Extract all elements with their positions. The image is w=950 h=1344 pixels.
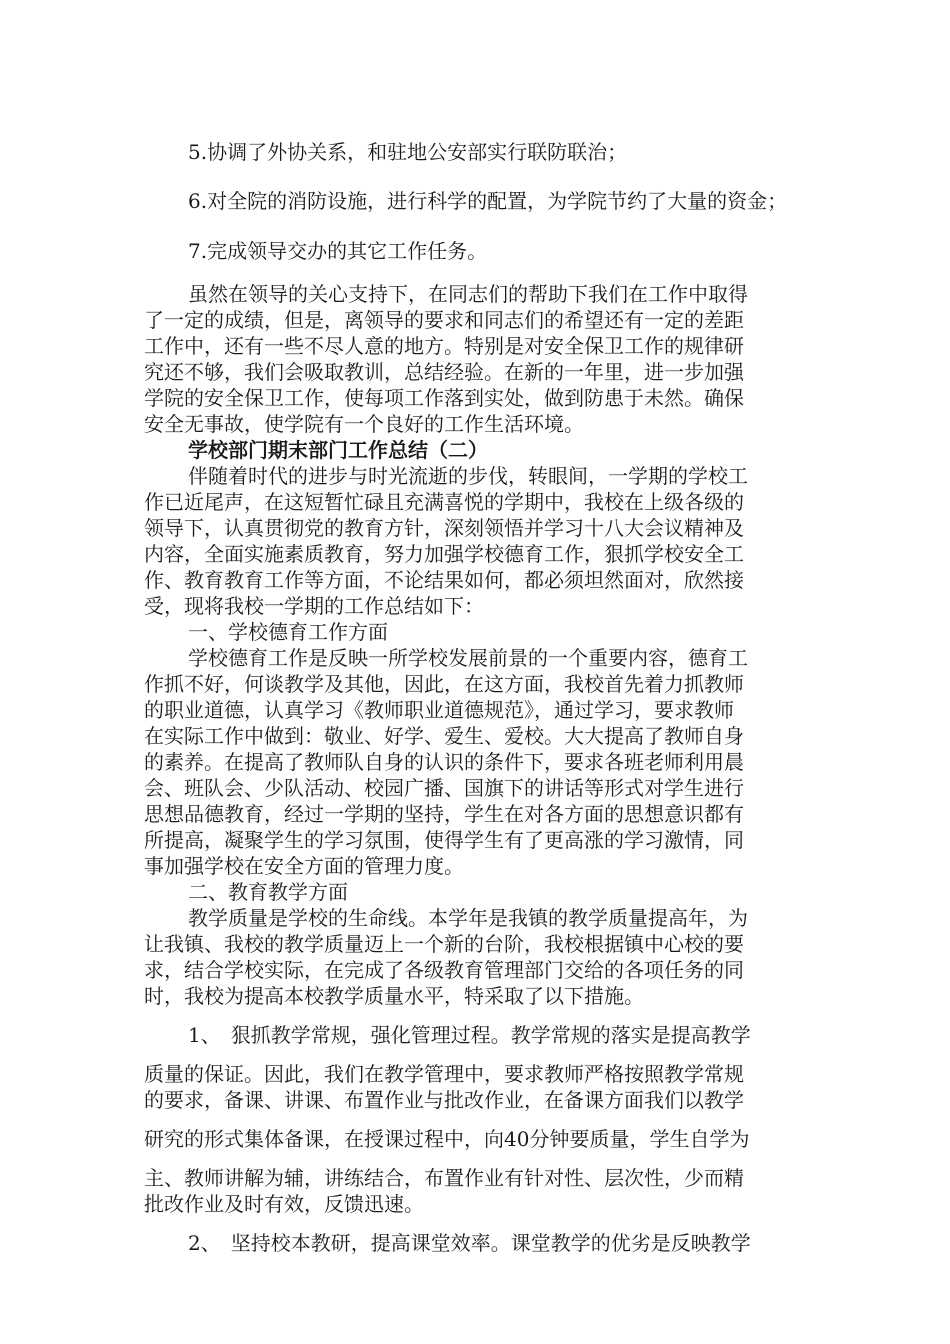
paragraph-line: 伴随着时代的进步与时光流逝的步伐，转眼间，一学期的学校工 — [188, 464, 748, 488]
paragraph-line: 思想品德教育，经过一学期的坚持，学生在对各方面的思想意识都有 — [144, 802, 744, 826]
paragraph-line: 安全无事故，使学院有一个良好的工作生活环境。 — [144, 412, 584, 436]
paragraph-line: 研究的形式集体备课，在授课过程中，向40分钟要质量，学生自学为 — [144, 1127, 750, 1151]
paragraph-line: 究还不够，我们会吸取教训，总结经验。在新的一年里，进一步加强 — [144, 360, 744, 384]
paragraph-line: 让我镇、我校的教学质量迈上一个新的台阶，我校根据镇中心校的要 — [144, 932, 744, 956]
subheading: 二、教育教学方面 — [188, 880, 348, 904]
paragraph-line: 求，结合学校实际，在完成了各级教育管理部门交给的各项任务的同 — [144, 958, 744, 982]
item-7: 7.完成领导交办的其它工作任务。 — [188, 239, 488, 263]
paragraph-line: 会、班队会、少队活动、校园广播、国旗下的讲话等形式对学生进行 — [144, 776, 744, 800]
paragraph-line: 批改作业及时有效，反馈迅速。 — [144, 1192, 424, 1216]
section-title: 学校部门期末部门工作总结（二） — [188, 438, 488, 462]
paragraph-line: 时，我校为提高本校教学质量水平，特采取了以下措施。 — [144, 984, 644, 1008]
item-5: 5.协调了外协关系，和驻地公安部实行联防联治； — [188, 140, 628, 164]
paragraph-line: 在实际工作中做到：敬业、好学、爱生、爱校。大大提高了教师自身 — [144, 724, 744, 748]
paragraph-line: 质量的保证。因此，我们在教学管理中，要求教师严格按照教学常规 — [144, 1062, 744, 1086]
subheading: 一、学校德育工作方面 — [188, 620, 388, 644]
paragraph-line: 学校德育工作是反映一所学校发展前景的一个重要内容，德育工 — [188, 646, 748, 670]
paragraph-line: 了一定的成绩，但是，离领导的要求和同志们的希望还有一定的差距 — [144, 308, 744, 332]
paragraph-line: 作已近尾声，在这短暂忙碌且充满喜悦的学期中，我校在上级各级的 — [144, 490, 744, 514]
paragraph-line: 主、教师讲解为辅，讲练结合，布置作业有针对性、层次性，少而精 — [144, 1166, 744, 1190]
paragraph-line: 工作中，还有一些不尽人意的地方。特别是对安全保卫工作的规律研 — [144, 334, 744, 358]
paragraph-line: 学院的安全保卫工作，使每项工作落到实处，做到防患于未然。确保 — [144, 386, 744, 410]
paragraph-line: 虽然在领导的关心支持下，在同志们的帮助下我们在工作中取得 — [188, 282, 748, 306]
paragraph-line: 领导下，认真贯彻党的教育方针，深刻领悟并学习十八大会议精神及 — [144, 516, 744, 540]
paragraph-line: 的职业道德，认真学习《教师职业道德规范》，通过学习，要求教师 — [144, 698, 734, 722]
measure-1: 1、 狠抓教学常规，强化管理过程。教学常规的落实是提高教学 — [188, 1023, 751, 1047]
paragraph-line: 作、教育教育工作等方面，不论结果如何，都必须坦然面对，欣然接 — [144, 568, 744, 592]
paragraph-line: 事加强学校在安全方面的管理力度。 — [144, 854, 464, 878]
paragraph-line: 的要求，备课、讲课、布置作业与批改作业，在备课方面我们以教学 — [144, 1088, 744, 1112]
paragraph-line: 所提高，凝聚学生的学习氛围，使得学生有了更高涨的学习激情，同 — [144, 828, 744, 852]
item-6: 6.对全院的消防设施，进行科学的配置，为学院节约了大量的资金； — [188, 189, 788, 213]
paragraph-line: 的素养。在提高了教师队自身的认识的条件下，要求各班老师利用晨 — [144, 750, 744, 774]
measure-2: 2、 坚持校本教研，提高课堂效率。课堂教学的优劣是反映教学 — [188, 1231, 751, 1255]
paragraph-line: 教学质量是学校的生命线。本学年是我镇的教学质量提高年，为 — [188, 906, 748, 930]
paragraph-line: 内容，全面实施素质教育，努力加强学校德育工作，狠抓学校安全工 — [144, 542, 744, 566]
paragraph-line: 受，现将我校一学期的工作总结如下： — [144, 594, 484, 618]
paragraph-line: 作抓不好，何谈教学及其他，因此，在这方面，我校首先着力抓教师 — [144, 672, 744, 696]
